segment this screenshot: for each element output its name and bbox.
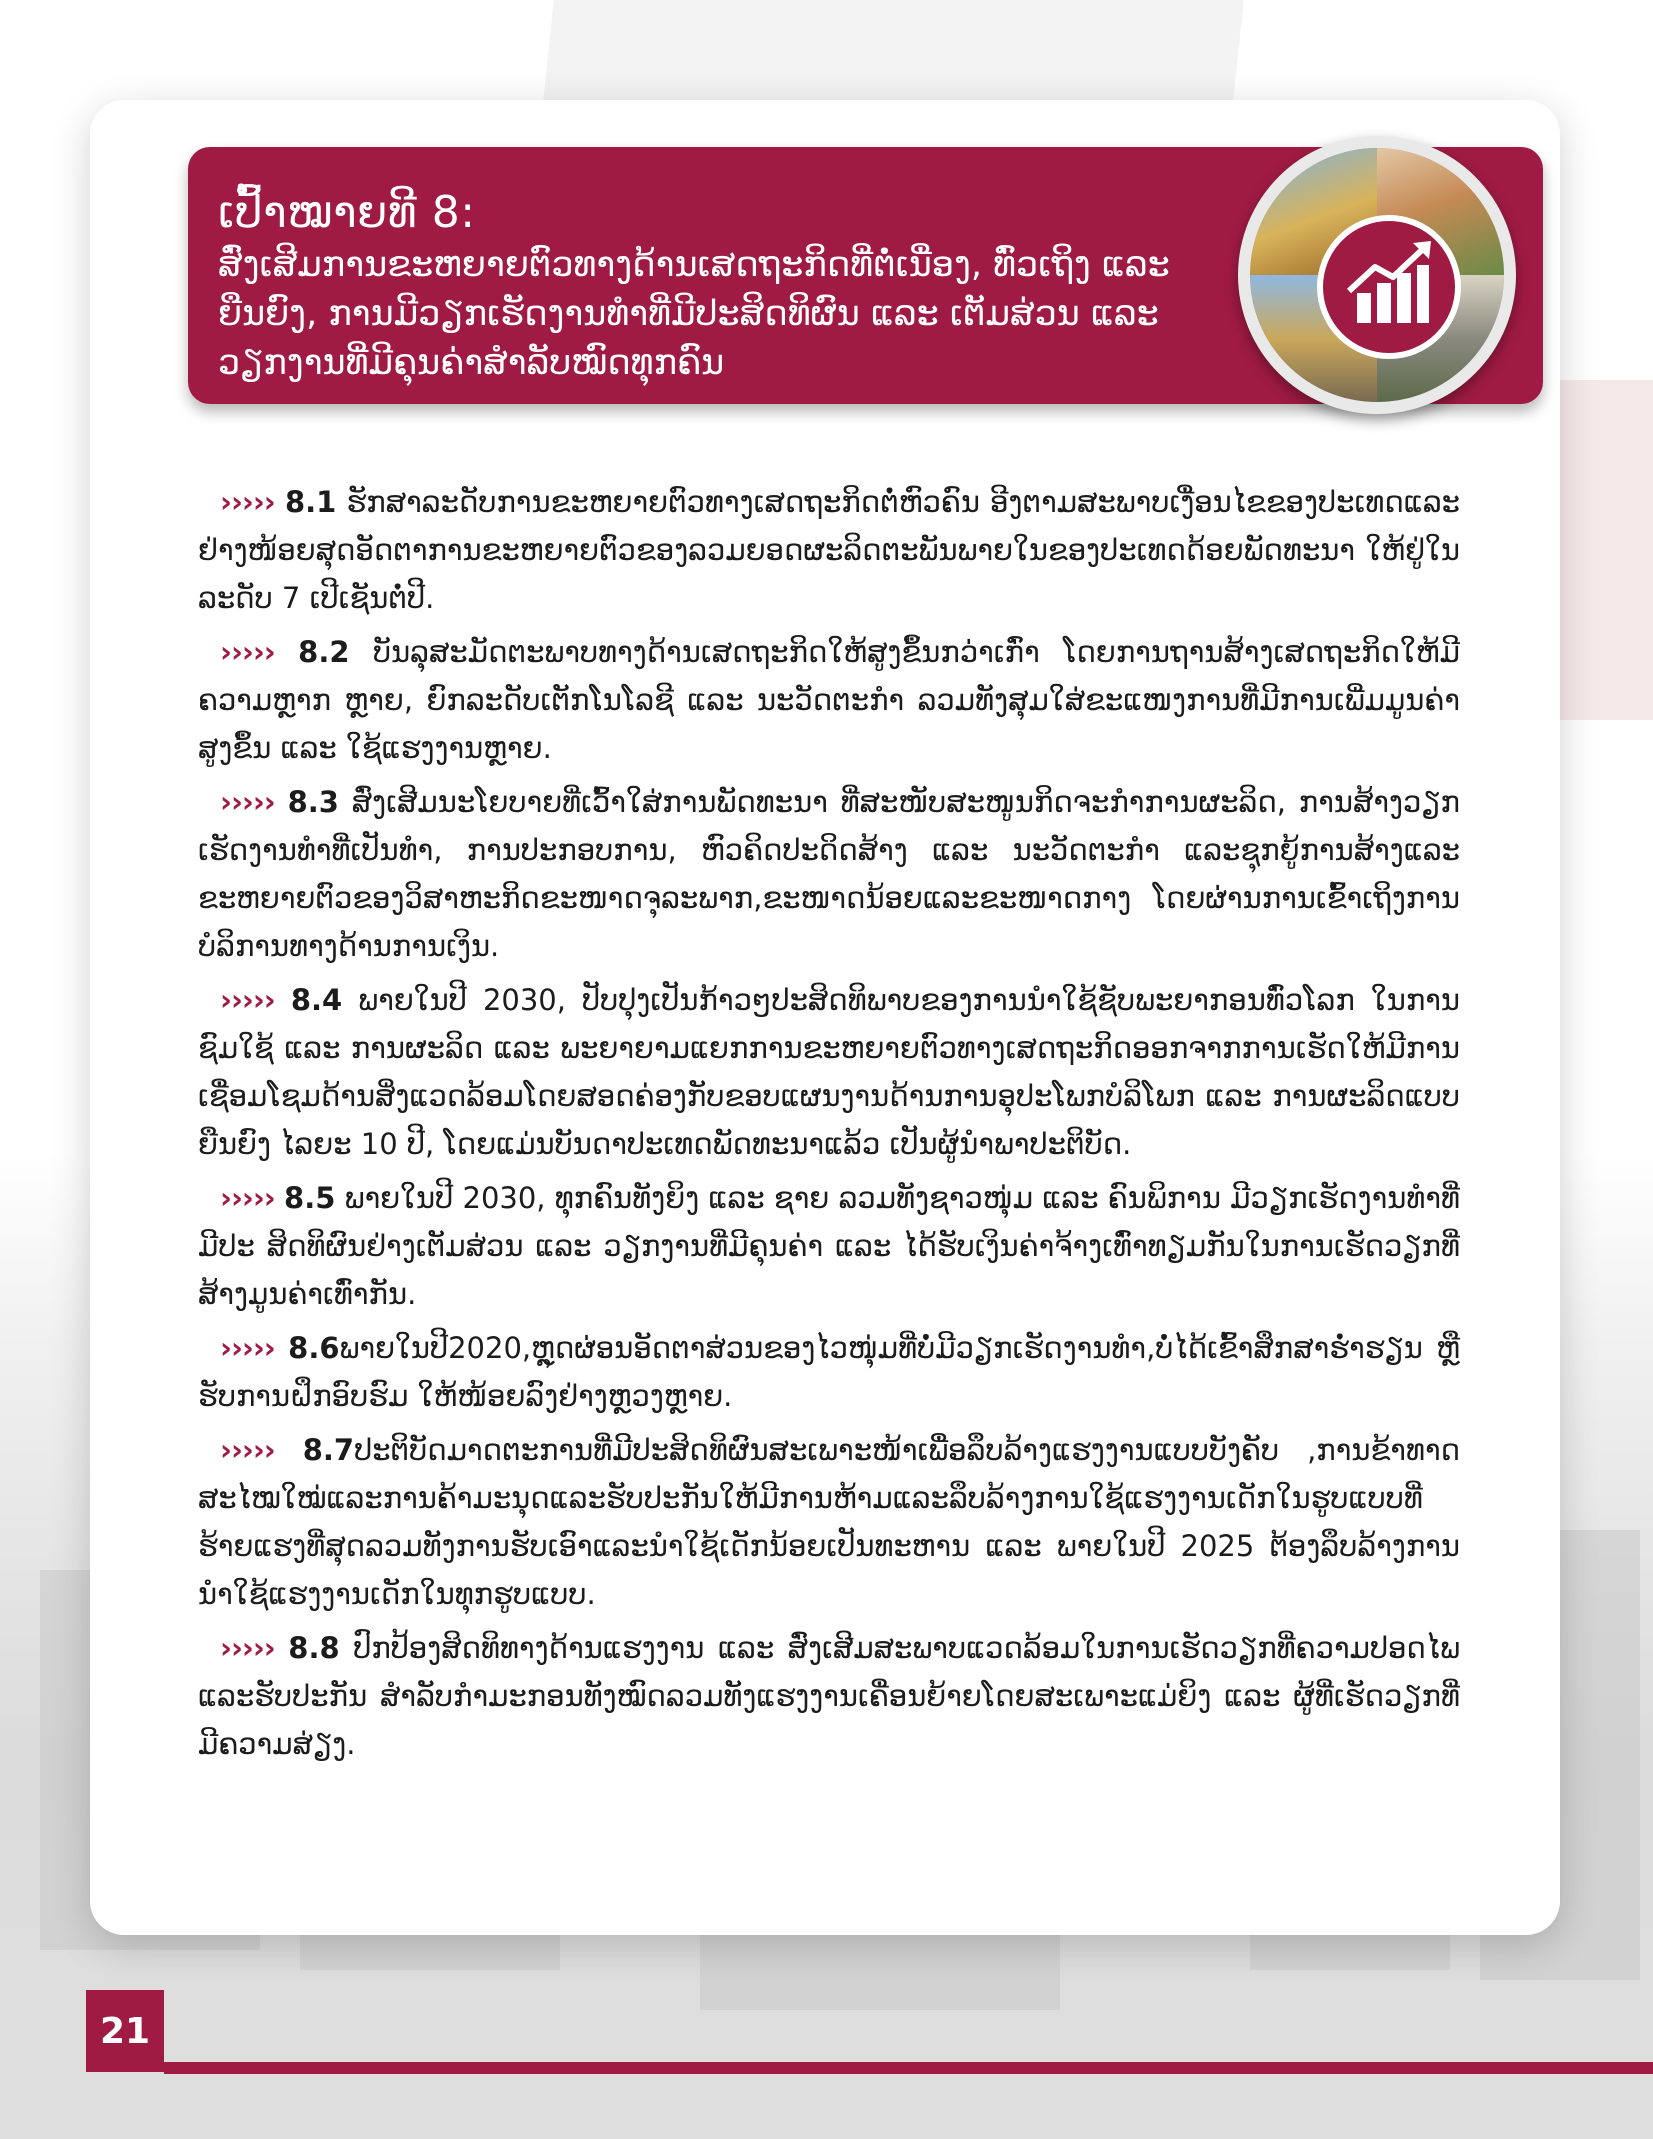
target-item [198,976,1460,1168]
target-text: ພາຍໃນປີ 2030, ປັບປຸງເປັນກ້າວໆປະສິດທິພາບຂອງການນໍາໃຊ້ຊັບພະຍາກອນທົ່ວໂລກ ໃນການຊົມໃຊ້ ແລະ ການຜະລິດ ແລະ ພະຍາຍາມແຍກການຂະຫຍາຍຕົວທາງເສດຖະກິດອອກຈາກການເຮັດໃຫ້ມີການເຊື່ອມໂຊມດ້ານສິ່ງແວດລ້ອມໂດຍສອດຄ່ອງກັບຂອບແຜນງານດ້ານການອຸປະໂພກບໍລິໂພກ ແລະ ການຜະລິດແບບຍືນຍົງ ໄລຍະ 10 ປີ, ໂດຍແມ່ນບັນດາປະເທດພັດທະນາແລ້ວ ເປັນຜູ້ນໍາພາປະຕິບັດ. [198,983,1461,1161]
target-item [198,628,1460,772]
goal-photo-badge [1238,136,1516,414]
arrow-icon: ››››› [220,1433,275,1467]
footer-rule [164,2062,1653,2074]
target-text: ບັນລຸສະມັດຕະພາບທາງດ້ານເສດຖະກິດໃຫ້ສູງຂຶ້ນກວ່າເກົ່າ ໂດຍການຖານສ້າງເສດຖະກິດໃຫ້ມີຄວາມຫຼາກ ຫຼາຍ, ຍົກລະດັບເຕັກໂນໂລຊີ ແລະ ນະວັດຕະກໍາ ລວມທັງສຸມໃສ່ຂະແໜງການທີ່ມີການເພີ່ມມູນຄ່າສູງຂຶ້ນ ແລະ ໃຊ້ແຮງງານຫຼາຍ. [198,635,1461,765]
target-text: ປົກປ້ອງສິດທິທາງດ້ານແຮງງານ ແລະ ສົ່ງເສີມສະພາບແວດລ້ອມໃນການເຮັດວຽກທີ່ຄວາມປອດໄພແລະຮັບປະກັນ ສໍາລັບກໍາມະກອນທັງໝົດລວມທັງແຮງງານເຄື່ອນຍ້າຍໂດຍສະເພາະແມ່ຍິງ ແລະ ຜູ້ທີ່ເຮັດວຽກທີ່ມີຄວາມສ່ຽງ. [198,1631,1460,1761]
targets-list [198,478,1460,1774]
target-text: ສົ່ງເສີມນະໂຍບາຍທີ່ເວົ້າໃສ່ການພັດທະນາ ທີ່ສະໜັບສະໜູນກິດຈະກໍາການຜະລິດ, ການສ້າງວຽກເຮັດງານທຳທີ່ເປັນທຳ, ການປະກອບການ, ຫົວຄິດປະດິດສ້າງ ແລະ ນະວັດຕະກໍາ ແລະຊຸກຍູ້ການສ້າງແລະຂະຫຍາຍຕົວຂອງວິສາຫະກິດຂະໜາດຈຸລະພາກ,ຂະໜາດນ້ອຍແລະຂະໜາດກາງ ໂດຍຜ່ານການເຂົ້າເຖິງການບໍລິການທາງດ້ານການເງິນ. [198,785,1461,963]
arrow-icon: ››››› [220,1181,275,1215]
goal-title: ເປົ້າໝາຍທີ 8: [218,187,476,238]
target-item [198,478,1460,622]
target-text: ພາຍໃນປີ 2030, ທຸກຄົນທັງຍິງ ແລະ ຊາຍ ລວມທັງຊາວໜຸ່ມ ແລະ ຄົນພິການ ມີວຽກເຮັດງານທຳທີ່ມີປະ ສິດທິຜົນຢ່າງເຕັມສ່ວນ ແລະ ວຽກງານທີ່ມີຄຸນຄ່າ ແລະ ໄດ້ຮັບເງິນຄ່າຈ້າງເທົ່າທຽມກັນໃນການເຮັດວຽກທີ່ສ້າງມູນຄ່າເທົ່າກັນ. [198,1181,1461,1311]
background-shape [542,0,1244,110]
target-number: 8.7 [302,1433,355,1467]
arrow-icon: ››››› [220,485,275,519]
growth-chart-icon [1317,215,1461,359]
target-number: 8.2 [298,635,350,669]
target-number: 8.5 [284,1181,336,1215]
target-number: 8.1 [284,485,337,519]
target-item [198,1324,1460,1420]
target-number: 8.6 [288,1331,340,1365]
arrow-icon: ››››› [220,983,275,1017]
arrow-icon: ››››› [220,785,275,819]
arrow-icon: ››››› [220,1331,275,1365]
goal-photo-collage [1250,148,1504,402]
page-number: 21 [86,1990,164,2072]
target-number: 8.8 [288,1631,340,1665]
target-item [198,778,1460,970]
target-number: 8.4 [290,983,343,1017]
target-text: ປະຕິບັດມາດຕະການທີ່ມີປະສິດທິຜົນສະເພາະໜ້າເພື່ອລຶບລ້າງແຮງງານແບບບັງຄັບ ,ການຂ້າທາດສະໄໝໃໝ່ແລະການຄ້າມະນຸດແລະຮັບປະກັນໃຫ້ມີການຫ້າມແລະລຶບລ້າງການໃຊ້ແຮງງານເດັກໃນຮູບແບບທີ່ຮ້າຍແຮງທີ່ສຸດລວມທັງການຮັບເອົາແລະນໍາໃຊ້ເດັກນ້ອຍເປັນທະຫານ ແລະ ພາຍໃນປີ 2025 ຕ້ອງລຶບລ້າງການນໍາໃຊ້ແຮງງານເດັກໃນທຸກຮູບແບບ. [198,1433,1460,1611]
goal-subtitle: ສົ່ງເສີມການຂະຫຍາຍຕົວທາງດ້ານເສດຖະກິດທີ່ຕໍ່ເນື່ອງ, ທົ່ວເຖິງ ແລະ ຍືນຍົງ, ການມີວຽກເຮັດງານທຳທີ່ມີປະສິດທິຜົນ ແລະ ເຕັມສ່ວນ ແລະ ວຽກງານທີ່ມີຄຸນຄ່າສໍາລັບໝົດທຸກຄົນ [218,245,1170,383]
target-number: 8.3 [287,785,339,819]
target-text: ຮັກສາລະດັບການຂະຫຍາຍຕົວທາງເສດຖະກິດຕໍ່ຫົວຄົນ ອີງຕາມສະພາບເງື່ອນໄຂຂອງປະເທດແລະຢ່າງໜ້ອຍສຸດອັດຕາການຂະຫຍາຍຕົວຂອງລວມຍອດຜະລິດຕະພັນພາຍໃນຂອງປະເທດດ້ອຍພັດທະນາ ໃຫ້ຢູ່ໃນລະດັບ 7 ເປີເຊັນຕໍ່ປີ. [198,485,1460,615]
target-item [198,1174,1460,1318]
arrow-icon: ››››› [220,635,275,669]
arrow-icon: ››››› [220,1631,275,1665]
target-item [198,1624,1460,1768]
target-item [198,1426,1460,1618]
target-text: ພາຍໃນປີ2020,ຫຼຸດຜ່ອນອັດຕາສ່ວນຂອງໄວໜຸ່ມທີ່ບໍ່ມີວຽກເຮັດງານທຳ,ບໍ່ໄດ້ເຂົ້າສຶກສາຮໍ່າຮຽນ ຫຼື ຮັບການຝຶກອົບຮົມ ໃຫ້ໜ້ອຍລົງຢ່າງຫຼວງຫຼາຍ. [198,1331,1460,1413]
